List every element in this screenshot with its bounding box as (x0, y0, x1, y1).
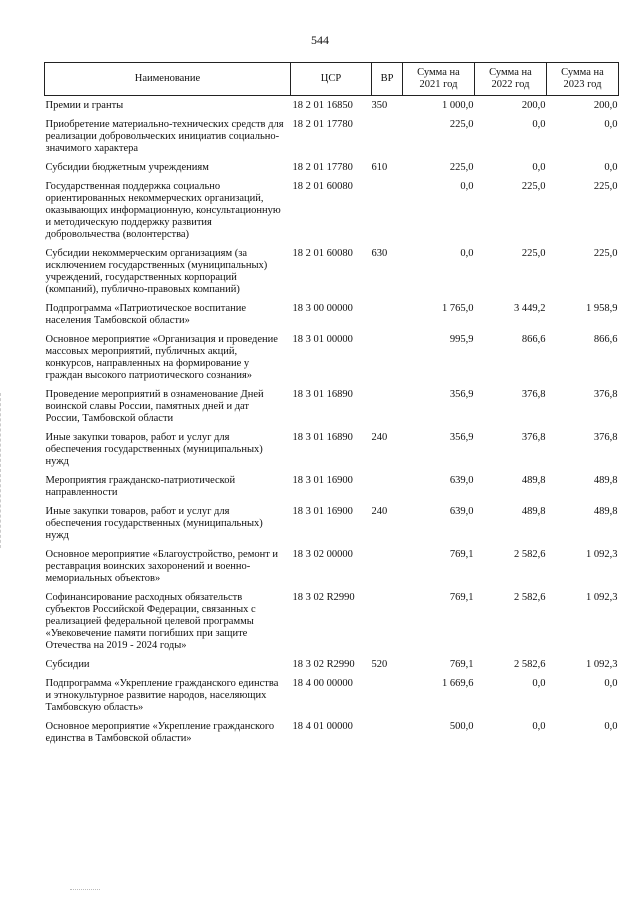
cell-vr (372, 674, 403, 717)
cell-y2022: 200,0 (521, 100, 546, 111)
cell-name: Субсидии бюджетным учреждениям (45, 162, 209, 173)
cell-y2021: 356,9 (449, 432, 474, 443)
cell-name: Иные закупки товаров, работ и услуг для обеспечения государственных (муниципальных) нужд (45, 432, 263, 467)
table-row (45, 655, 619, 674)
cell-y2023: 1 092,3 (586, 549, 618, 560)
cell-y2023: 376,8 (593, 432, 618, 443)
cell-y2022: 225,0 (521, 248, 546, 259)
cell-y2021: 995,9 (449, 334, 474, 345)
cell-csr: 18 4 01 00000 (292, 721, 353, 732)
cell-name: Основное мероприятие «Укрепление гражданского единства в Тамбовской области» (45, 721, 275, 744)
cell-vr (372, 299, 403, 330)
table-row (45, 115, 619, 158)
table-row (45, 717, 619, 748)
cell-vr: 240 (371, 432, 388, 443)
cell-csr: 18 2 01 16850 (292, 100, 353, 111)
cell-y2023: 866,6 (593, 334, 618, 345)
cell-name: Подпрограмма «Укрепление гражданского единства и этнокультурное развитие народов, населяющих Тамбовскую область» (45, 678, 279, 713)
cell-y2021: 1 765,0 (442, 303, 474, 314)
cell-y2022: 489,8 (521, 475, 546, 486)
cell-y2021: 356,9 (449, 389, 474, 400)
cell-y2023: 1 958,9 (586, 303, 618, 314)
cell-vr (372, 588, 403, 655)
cell-csr: 18 2 01 17780 (292, 162, 353, 173)
header-csr: ЦСР (291, 63, 372, 96)
header-name: Наименование (45, 63, 291, 96)
cell-csr: 18 3 01 00000 (292, 334, 353, 345)
cell-vr (372, 115, 403, 158)
cell-y2021: 1 669,6 (442, 678, 474, 689)
table-body (45, 96, 619, 749)
cell-y2022: 376,8 (521, 389, 546, 400)
table-header (45, 63, 619, 96)
cell-y2023: 1 092,3 (586, 592, 618, 603)
cell-y2022: 0,0 (532, 721, 546, 732)
cell-vr (372, 385, 403, 428)
cell-y2023: 200,0 (593, 100, 618, 111)
cell-y2022: 2 582,6 (514, 659, 546, 670)
cell-y2022: 225,0 (521, 181, 546, 192)
cell-y2022: 3 449,2 (514, 303, 546, 314)
cell-y2023: 489,8 (593, 506, 618, 517)
cell-name: Субсидии некоммерческим организациям (за исключением государственных (муниципальных) учреждений, государственных корпораций (компаний), публично-правовых компаний) (45, 248, 268, 295)
cell-y2023: 225,0 (593, 248, 618, 259)
cell-y2021: 0,0 (460, 181, 474, 192)
cell-vr (372, 471, 403, 502)
cell-csr: 18 3 02 R2990 (292, 592, 355, 603)
cell-name: Софинансирование расходных обязательств субъектов Российской Федерации, связанных с реализацией федеральной целевой программы «Увековечение памяти погибших при защите Отечества на 2019 - 2024 годы» (45, 592, 256, 651)
cell-y2021: 639,0 (449, 506, 474, 517)
table-row (45, 244, 619, 299)
cell-vr (372, 545, 403, 588)
table-row (45, 428, 619, 471)
cell-y2022: 0,0 (532, 162, 546, 173)
cell-y2022: 866,6 (521, 334, 546, 345)
cell-csr: 18 4 00 00000 (292, 678, 353, 689)
cell-csr: 18 3 02 00000 (292, 549, 353, 560)
table-row (45, 545, 619, 588)
cell-y2022: 0,0 (532, 119, 546, 130)
cell-y2022: 2 582,6 (514, 592, 546, 603)
cell-vr: 630 (371, 248, 388, 259)
cell-y2021: 1 000,0 (442, 100, 474, 111)
cell-y2023: 1 092,3 (586, 659, 618, 670)
cell-y2023: 0,0 (604, 162, 618, 173)
cell-y2021: 769,1 (449, 592, 474, 603)
cell-y2022: 2 582,6 (514, 549, 546, 560)
table-row (45, 471, 619, 502)
scan-margin-mark (0, 393, 2, 548)
cell-csr: 18 2 01 17780 (292, 119, 353, 130)
cell-y2022: 376,8 (521, 432, 546, 443)
cell-y2023: 0,0 (604, 721, 618, 732)
cell-y2021: 769,1 (449, 659, 474, 670)
cell-y2023: 0,0 (604, 119, 618, 130)
cell-y2022: 489,8 (521, 506, 546, 517)
page-number: 544 (311, 33, 329, 47)
table-row (45, 158, 619, 177)
budget-table (44, 62, 619, 748)
table-row (45, 177, 619, 244)
cell-y2021: 225,0 (449, 162, 474, 173)
table-row (45, 674, 619, 717)
cell-name: Приобретение материально-технических средств для реализации добровольческих инициатив социально-значимого характера (45, 119, 284, 154)
table-row (45, 502, 619, 545)
cell-csr: 18 2 01 60080 (292, 181, 353, 192)
cell-y2023: 225,0 (593, 181, 618, 192)
table-row (45, 299, 619, 330)
header-sum-2023: Сумма на 2023 год (547, 63, 619, 96)
table-row (45, 96, 619, 116)
cell-csr: 18 3 02 R2990 (292, 659, 355, 670)
cell-csr: 18 3 01 16900 (292, 506, 353, 517)
cell-name: Проведение мероприятий в ознаменование Дней воинской славы России, памятных дней и дат России, Тамбовской области (45, 389, 264, 424)
cell-name: Премии и гранты (45, 100, 124, 111)
cell-name: Подпрограмма «Патриотическое воспитание населения Тамбовской области» (45, 303, 247, 326)
cell-vr (372, 177, 403, 244)
cell-name: Государственная поддержка социально ориентированных некоммерческих организаций, оказывающих информационную, консультационную и методическую поддержку развития добровольчества (волонтерства) (45, 181, 281, 240)
cell-name: Иные закупки товаров, работ и услуг для обеспечения государственных (муниципальных) нужд (45, 506, 263, 541)
cell-csr: 18 3 00 00000 (292, 303, 353, 314)
cell-vr (372, 330, 403, 385)
table-row (45, 330, 619, 385)
cell-y2021: 0,0 (460, 248, 474, 259)
cell-name: Основное мероприятие «Организация и проведение массовых мероприятий, публичных акций, конкурсов, направленных на формирование у граждан высокого патриотического сознания» (45, 334, 278, 381)
cell-vr: 610 (371, 162, 388, 173)
header-sum-2022: Сумма на 2022 год (475, 63, 547, 96)
header-sum-2021: Сумма на 2021 год (403, 63, 475, 96)
cell-csr: 18 3 01 16890 (292, 432, 353, 443)
cell-y2021: 225,0 (449, 119, 474, 130)
cell-vr: 520 (371, 659, 388, 670)
cell-y2023: 0,0 (604, 678, 618, 689)
cell-y2022: 0,0 (532, 678, 546, 689)
cell-y2023: 489,8 (593, 475, 618, 486)
cell-y2021: 500,0 (449, 721, 474, 732)
cell-name: Основное мероприятие «Благоустройство, ремонт и реставрация воинских захоронений и военно-мемориальных объектов» (45, 549, 279, 584)
cell-y2023: 376,8 (593, 389, 618, 400)
cell-vr (372, 717, 403, 748)
header-vr: ВР (372, 63, 403, 96)
cell-y2021: 769,1 (449, 549, 474, 560)
cell-csr: 18 2 01 60080 (292, 248, 353, 259)
cell-y2021: 639,0 (449, 475, 474, 486)
cell-csr: 18 3 01 16890 (292, 389, 353, 400)
cell-vr: 350 (371, 100, 388, 111)
cell-vr: 240 (371, 506, 388, 517)
cell-csr: 18 3 01 16900 (292, 475, 353, 486)
cell-name: Субсидии (45, 659, 90, 670)
table-row (45, 588, 619, 655)
table-row (45, 385, 619, 428)
scan-footer-mark (70, 889, 100, 890)
cell-name: Мероприятия гражданско-патриотической направленности (45, 475, 236, 498)
